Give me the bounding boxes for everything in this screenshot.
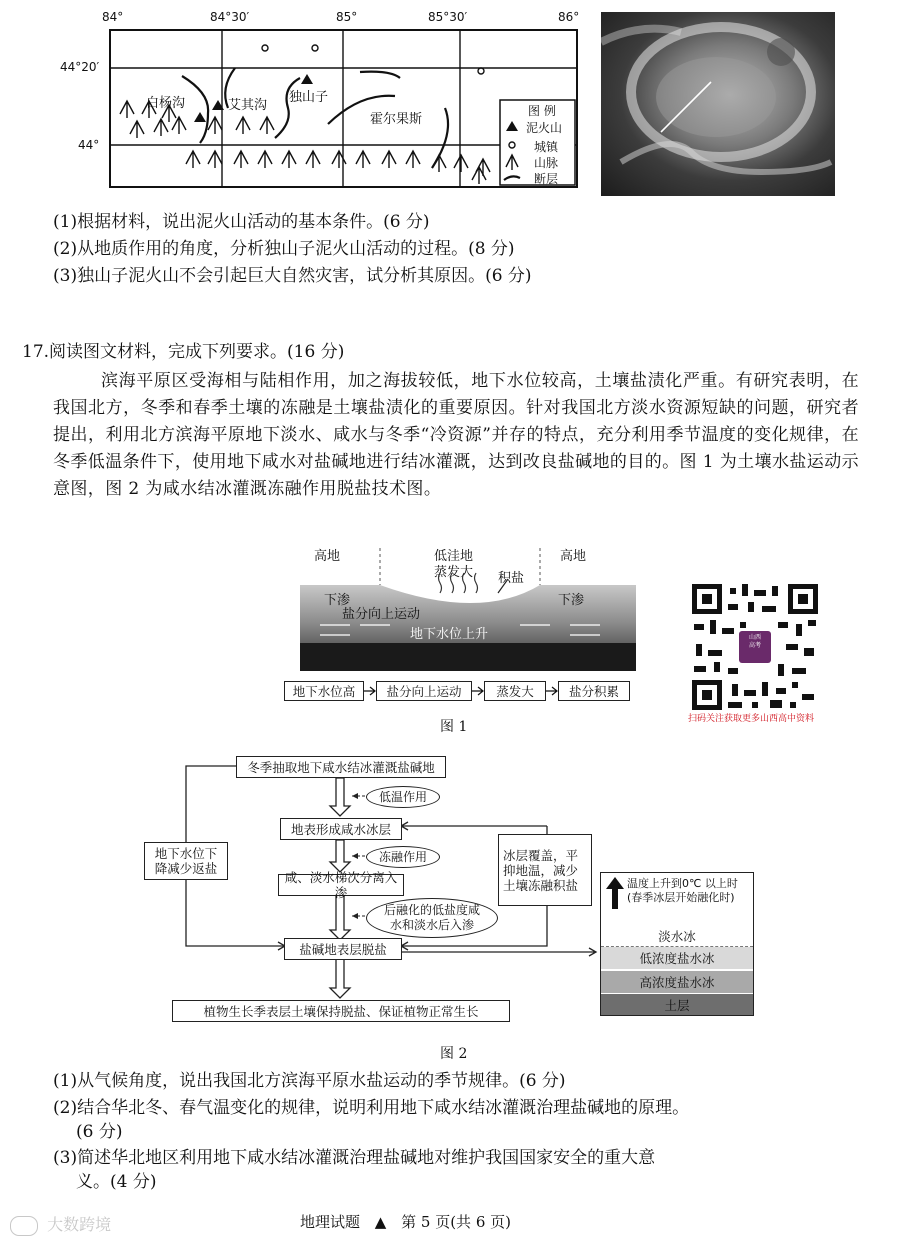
- fig2-layer-soil: 土层: [601, 994, 753, 1015]
- fig2-layer-fresh-ice: 淡水冰: [601, 925, 753, 947]
- fig1-flow-salt-up: 盐分向上运动: [376, 681, 472, 701]
- fig2-layers-title: 温度上升到0℃ 以上时(春季冰层开始融化时): [627, 877, 738, 904]
- figure-1: [280, 543, 660, 708]
- fig1-lowland: 低洼地: [434, 549, 474, 564]
- fig2-box-ice-layer: 地表形成咸水冰层: [280, 818, 402, 840]
- q17-paragraph: 滨海平原区受海相与陆相作用，加之海拔较低，地下水位较高，土壤盐渍化严重。有研究表明，在我国北方，冬季和春季土壤的冻融是土壤盐渍化的重要原因。针对我国北方淡水资源短缺的问题，研究者提出，利用北方滨海平原地下淡水、咸水与冬季“冷资源”并存的特点，充分利用季节温度的变化规律，在冬季低温条件下，使用地下咸水对盐碱地进行结冰灌溉，达到改良盐碱地的目的。图 1 为土壤水盐运动示意图，图 2 为咸水结冰灌溉冻融作用脱盐技术图。: [53, 371, 859, 499]
- fig2-box-right-ice-cover: 冰层覆盖，平抑地温，减少土壤冻融积盐: [498, 834, 592, 906]
- q17-sub3-cont: 义。(4 分): [76, 1172, 157, 1192]
- place-huoerguosi: 霍尔果斯: [370, 112, 423, 127]
- fig2-box-gradient-seepage: 咸、淡水梯次分离入渗: [278, 874, 404, 896]
- fig1-flow-salt-accumulate: 盐分积累: [558, 681, 630, 701]
- lon-label-84: 84°: [102, 10, 124, 24]
- fig1-seepage-left: 下渗: [324, 593, 351, 608]
- legend-mud-volcano: 泥火山: [526, 121, 563, 135]
- fig2-caption: 图 2: [440, 1046, 468, 1062]
- place-dushanzi: 独山子: [289, 90, 329, 105]
- lon-label-85-30: 85°30′: [428, 10, 468, 24]
- q17-sub1: (1)从气候角度，说出我国北方滨海平原水盐运动的季节规律。(6 分): [53, 1071, 566, 1091]
- lon-label-84-30: 84°30′: [210, 10, 250, 24]
- fig2-oval-later-melt: 后融化的低盐度咸水和淡水后入渗: [366, 898, 498, 938]
- qr-center-label: 山西 高考: [748, 634, 761, 649]
- fig2-layer-low-salt-ice: 低浓度盐水冰: [601, 947, 753, 969]
- fig1-highland-left: 高地: [314, 549, 341, 564]
- place-baiyanggou: 白杨沟: [146, 96, 186, 111]
- watermark-logo-icon: [10, 1216, 38, 1236]
- lon-label-85: 85°: [336, 10, 358, 24]
- footer-triangle: ▲: [374, 1213, 387, 1231]
- lon-label-86: 86°: [558, 10, 580, 24]
- fig2-ice-layers: [600, 872, 754, 1016]
- mud-volcano-photo: [601, 12, 835, 196]
- fig2-box-winter-irrigation: 冬季抽取地下咸水结冰灌溉盐碱地: [236, 756, 446, 778]
- fig1-salt-up: 盐分向上运动: [342, 607, 421, 622]
- legend-title: 图 例: [528, 104, 556, 118]
- qr-caption: 扫码关注获取更多山西高中资料: [688, 714, 815, 724]
- fig2-box-desalination: 盐碱地表层脱盐: [284, 938, 402, 960]
- geology-map: [60, 8, 590, 193]
- q16-sub2: (2)从地质作用的角度，分析独山子泥火山活动的过程。(8 分): [53, 239, 515, 259]
- q16-sub1: (1)根据材料，说出泥火山活动的基本条件。(6 分): [53, 212, 430, 232]
- page-footer: [300, 1211, 511, 1232]
- fig1-flow-water-table: 地下水位高: [284, 681, 364, 701]
- q17-heading: 17.阅读图文材料，完成下列要求。(16 分): [22, 342, 345, 362]
- place-aiqigou: 艾其沟: [228, 98, 268, 113]
- fig1-caption: 图 1: [440, 719, 468, 735]
- fig2-box-left-water-table: 地下水位下降减少返盐: [144, 842, 228, 880]
- q17-sub2-points: (6 分): [76, 1122, 123, 1142]
- watermark: [10, 1212, 111, 1236]
- lat-label-44-20: 44°20′: [60, 60, 100, 74]
- fig1-water-table-rise: 地下水位上升: [410, 627, 489, 642]
- fig2-box-plant-growth: 植物生长季表层土壤保持脱盐、保证植物正常生长: [172, 1000, 510, 1022]
- q16-sub3: (3)独山子泥火山不会引起巨大自然灾害，试分析其原因。(6 分): [53, 266, 532, 286]
- footer-subject: 地理试题: [300, 1213, 361, 1231]
- legend-town: 城镇: [534, 140, 559, 154]
- fig2-oval-low-temp: 低温作用: [366, 786, 440, 808]
- fig1-high-evaporation: 蒸发大: [434, 565, 474, 580]
- legend-fault: 断层: [534, 172, 559, 186]
- footer-page: 第 5 页(共 6 页): [401, 1213, 511, 1231]
- legend-mountain: 山脉: [534, 156, 559, 170]
- fig2-oval-freeze-thaw: 冻融作用: [366, 846, 440, 868]
- figure-2: [140, 752, 760, 1022]
- fig2-layer-high-salt-ice: 高浓度盐水冰: [601, 971, 753, 993]
- q17-sub2: (2)结合华北冬、春气温变化的规律，说明利用地下咸水结冰灌溉治理盐碱地的原理。: [53, 1098, 690, 1118]
- qr-code[interactable]: [692, 584, 818, 710]
- fig1-seepage-right: 下渗: [558, 593, 585, 608]
- watermark-text: 大数跨境: [47, 1215, 112, 1234]
- fig1-flow-evaporation: 蒸发大: [484, 681, 546, 701]
- fig1-salt-accumulation: 积盐: [498, 571, 525, 586]
- fig1-highland-right: 高地: [560, 549, 587, 564]
- lat-label-44: 44°: [78, 138, 100, 152]
- q17-sub3: (3)简述华北地区利用地下咸水结冰灌溉治理盐碱地对维护我国国家安全的重大意: [53, 1148, 656, 1168]
